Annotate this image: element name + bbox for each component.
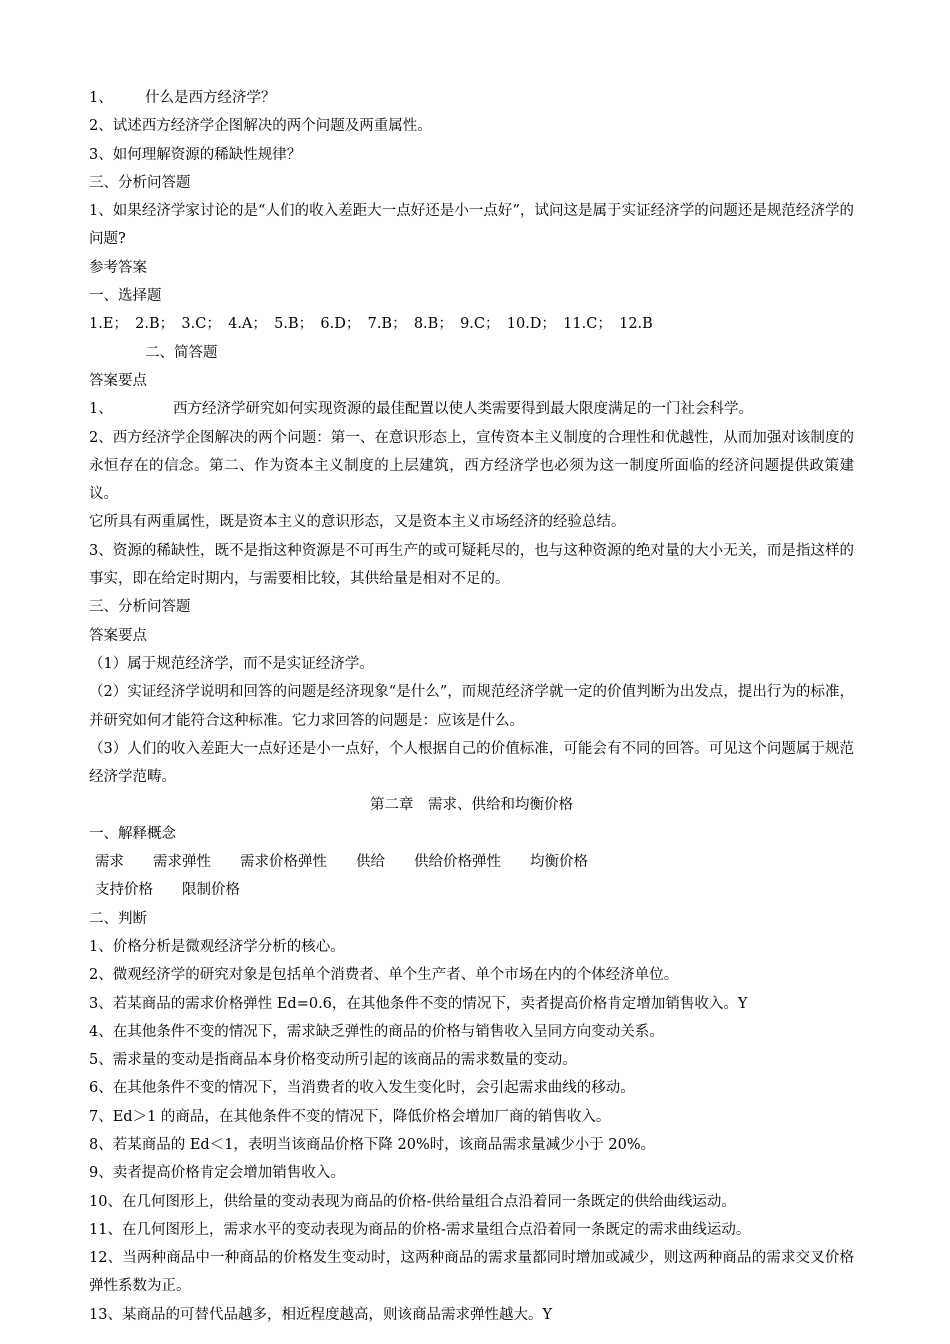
judge-item: 3、若某商品的需求价格弹性 Ed=0.6，在其他条件不变的情况下，卖者提高价格肯定增加销售收入。Y bbox=[89, 995, 748, 1012]
question-3: 3、如何理解资源的稀缺性规律？ bbox=[89, 146, 302, 163]
judge-item: 10、在几何图形上，供给量的变动表现为商品的价格-供给量组合点沿着同一条既定的供给曲线运动。 bbox=[89, 1193, 736, 1210]
concepts-list-1: 需求 需求弹性 需求价格弹性 供给 供给价格弹性 均衡价格 bbox=[95, 854, 588, 871]
concepts-heading: 一、解释概念 bbox=[89, 825, 176, 842]
judge-item: 6、在其他条件不变的情况下，当消费者的收入发生变化时，会引起需求曲线的移动。 bbox=[89, 1080, 635, 1097]
judge-item: 13、某商品的可替代品越多，相近程度越高，则该商品需求弹性越大。Y bbox=[89, 1306, 553, 1323]
judge-item: 11、在几何图形上，需求水平的变动表现为商品的价格-需求量组合点沿着同一条既定的需求曲线运动。 bbox=[89, 1221, 751, 1238]
key-points-label-2: 答案要点 bbox=[89, 627, 147, 644]
judge-item: 8、若某商品的 Ed＜1，表明当该商品价格下降 20%时，该商品需求量减少小于 20%。 bbox=[89, 1136, 656, 1153]
section-heading-analysis: 三、分析问答题 bbox=[89, 174, 191, 191]
short-answer-heading: 二、简答题 bbox=[145, 344, 218, 361]
choice-heading: 一、选择题 bbox=[89, 288, 162, 305]
judge-item: 7、Ed＞1 的商品，在其他条件不变的情况下，降低价格会增加厂商的销售收入。 bbox=[89, 1108, 611, 1125]
key-points-label: 答案要点 bbox=[89, 372, 147, 389]
judge-item: 12、当两种商品中一种商品的价格发生变动时，这两种商品的需求量都同时增加或减少，则这两种商品的需求交叉价格弹性系数为正。 bbox=[89, 1250, 854, 1295]
question-1 bbox=[89, 84, 854, 112]
analysis-answer-3: （3）人们的收入差距大一点好还是小一点好，个人根据自己的价值标准，可能会有不同的回答。可见这个问题属于规范经济学范畴。 bbox=[89, 740, 854, 786]
question-2: 2、试述西方经济学企图解决的两个问题及两重属性。 bbox=[89, 118, 432, 135]
choice-answers: 1.E； 2.B； 3.C； 4.A； 5.B； 6.D； 7.B； 8.B； 9.C； 10.D； 11.C； 12.B bbox=[89, 316, 653, 333]
short-answer-2: 2、西方经济学企图解决的两个问题：第一、在意识形态上，宣传资本主义制度的合理性和优越性，从而加强对该制度的永恒存在的信念。第二、作为资本主义制度的上层建筑，西方经济学也必须为这一制度所面临的经济问题提供政策建议。 bbox=[89, 429, 854, 503]
chapter-title: 第二章 需求、供给和均衡价格 bbox=[370, 797, 573, 814]
short-answer-2-attributes: 它所具有两重属性，既是资本主义的意识形态，又是资本主义市场经济的经验总结。 bbox=[89, 514, 626, 531]
document-page bbox=[89, 84, 854, 1329]
question-text: 什么是西方经济学？ bbox=[145, 90, 276, 106]
analysis-answer-2: （2）实证经济学说明和回答的问题是经济现象“是什么”，而规范经济学就一定的价值判断为出发点，提出行为的标准，并研究如何才能符合这种标准。它力求回答的问题是：应该是什么。 bbox=[89, 684, 854, 729]
short-answer-3: 3、资源的稀缺性，既不是指这种资源是不可再生产的或可疑耗尽的，也与这种资源的绝对量的大小无关，而是指这样的事实，即在给定时期内，与需要相比较，其供给量是相对不足的。 bbox=[89, 542, 854, 588]
answer-text: 西方经济学研究如何实现资源的最佳配置以使人类需要得到最大限度满足的一门社会科学。 bbox=[173, 401, 753, 418]
concepts-list-2: 支持价格 限制价格 bbox=[95, 882, 240, 899]
analysis-question-1: 1、如果经济学家讨论的是“人们的收入差距大一点好还是小一点好”，试问这是属于实证经济学的问题还是规范经济学的问题? bbox=[89, 203, 854, 248]
short-answer-1 bbox=[89, 395, 854, 423]
analysis-answer-1: （1）属于规范经济学，而不是实证经济学。 bbox=[89, 655, 374, 672]
section-heading-analysis-2: 三、分析问答题 bbox=[89, 599, 191, 616]
judge-item: 2、微观经济学的研究对象是包括单个消费者、单个生产者、单个市场在内的个体经济单位。 bbox=[89, 967, 679, 984]
question-number: 1、 bbox=[89, 90, 113, 106]
judge-heading: 二、判断 bbox=[89, 910, 147, 927]
answer-number: 1、 bbox=[89, 401, 113, 418]
answers-heading: 参考答案 bbox=[89, 259, 147, 276]
judge-item: 4、在其他条件不变的情况下，需求缺乏弹性的商品的价格与销售收入呈同方向变动关系。 bbox=[89, 1023, 664, 1040]
judge-item: 1、价格分析是微观经济学分析的核心。 bbox=[89, 938, 345, 955]
judge-item: 9、卖者提高价格肯定会增加销售收入。 bbox=[89, 1165, 345, 1182]
judge-item: 5、需求量的变动是指商品本身价格变动所引起的该商品的需求数量的变动。 bbox=[89, 1052, 577, 1069]
